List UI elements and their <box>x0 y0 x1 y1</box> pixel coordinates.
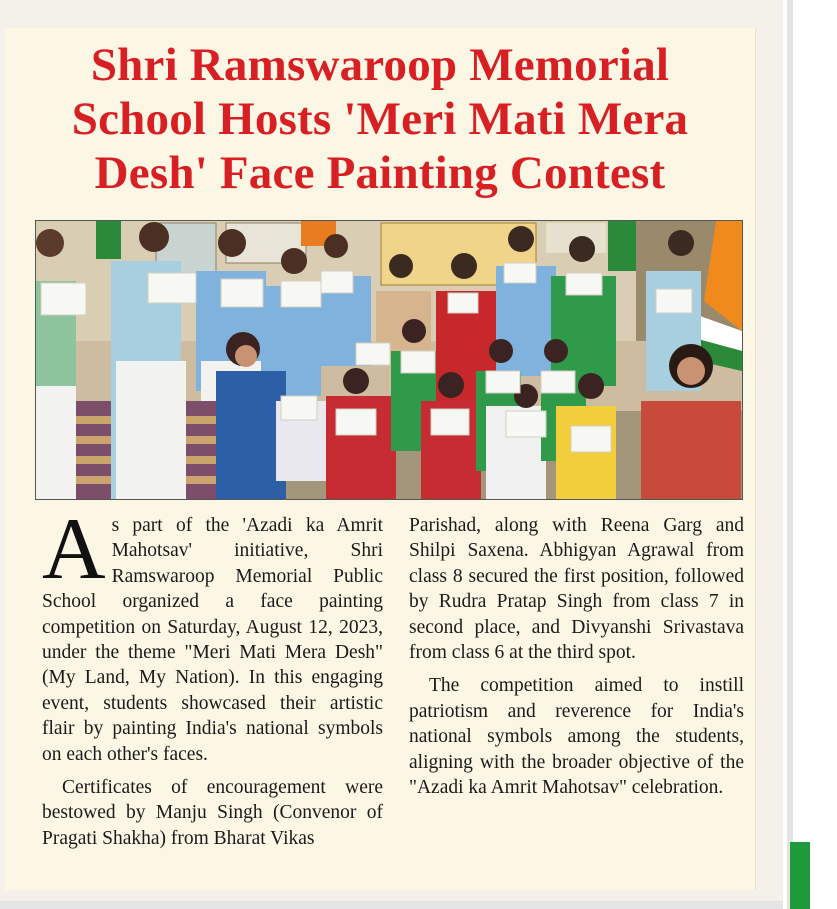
green-side-tab <box>790 842 810 909</box>
scrollbar-track[interactable] <box>787 0 793 909</box>
paragraph-2: Certificates of encouragement were bestowed by Manju Singh (Convenor of Pragati Shakha) from Bharat Vikas <box>42 777 383 849</box>
drop-cap: A <box>42 501 106 598</box>
paragraph-2-continued: Parishad, along with Reena Garg and Shilpi Saxena. Abhigyan Agrawal from class 8 secured the first position, followed by Rudra Pratap Singh from class 7 in second place, and Divyanshi Srivastava from class 6 at the third spot. <box>409 515 744 664</box>
newspaper-clipping <box>5 28 756 890</box>
paragraph-1 <box>42 501 383 767</box>
page-right-margin <box>783 0 837 909</box>
group-photo-image <box>36 221 742 499</box>
bottom-divider <box>0 901 783 909</box>
paragraph-3: The competition aimed to instill patriotism and reverence for India's national symbols among the students, aligning with the broader objective of the "Azadi ka Amrit Mahotsav" celebration. <box>409 675 744 799</box>
article-column-left <box>42 501 383 851</box>
headline-line-2: School Hosts 'Meri Mati Mera <box>71 93 689 145</box>
article-headline <box>5 38 755 200</box>
paragraph-1-text: s part of the 'Azadi ka Amrit Mahotsav' initiative, Shri Ramswaroop Memorial Public School organized a face painting competition on Saturday, August 12, 2023, under the theme "Meri Mati Mera Desh" (My Land, My Nation). In this engaging event, students showcased their artistic flair by painting India's national symbols on each other's faces. <box>42 515 383 765</box>
headline-line-3: Desh' Face Painting Contest <box>94 147 666 199</box>
headline-line-1: Shri Ramswaroop Memorial <box>90 39 670 91</box>
group-photo <box>35 220 743 500</box>
article-column-right <box>409 513 744 800</box>
